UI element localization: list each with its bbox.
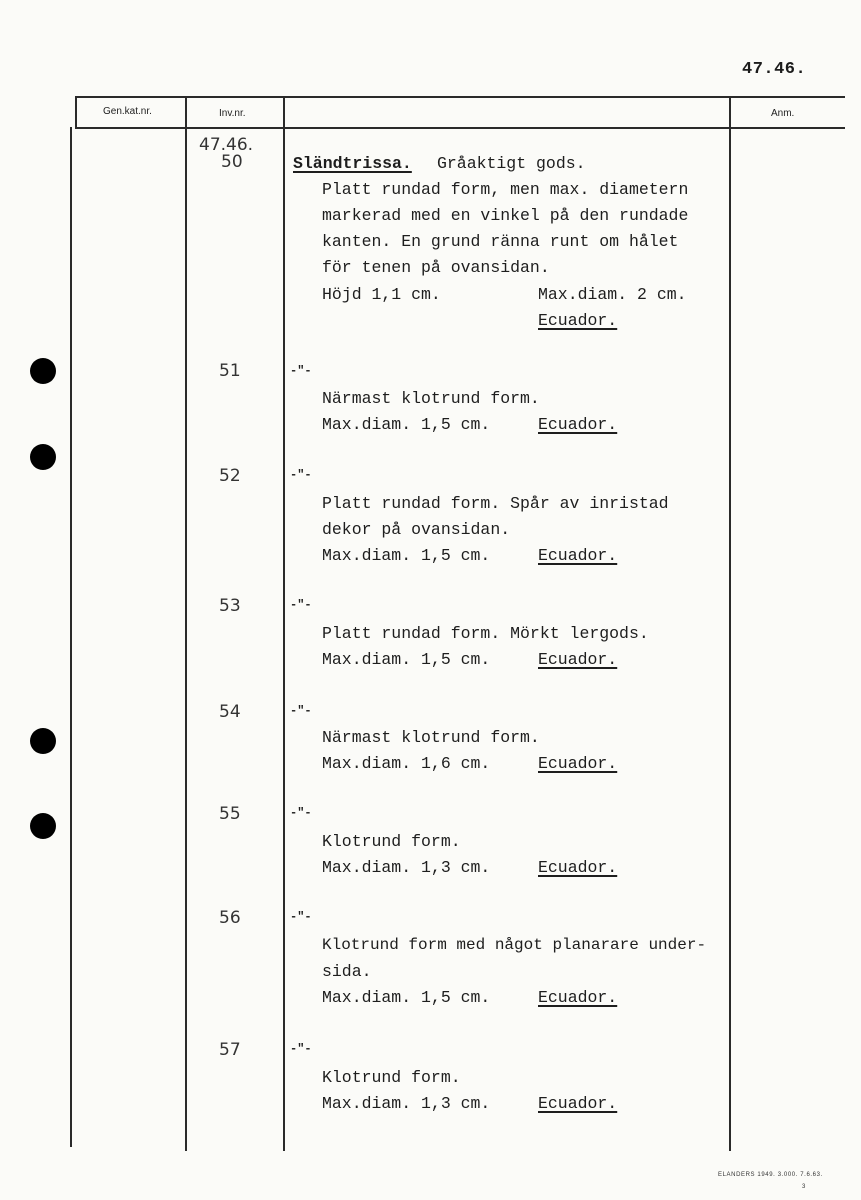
entry-text-line: Max.diam. 1,6 cm. xyxy=(322,754,491,773)
punch-hole xyxy=(30,728,56,754)
entry-location: Ecuador. xyxy=(538,546,618,565)
entry-text-line: markerad med en vinkel på den rundade xyxy=(322,206,689,225)
entry-text-line: Max.diam. 1,5 cm. xyxy=(322,546,491,565)
group-number: 47.46. xyxy=(199,135,254,155)
entry-number: 54 xyxy=(219,702,241,722)
column-divider xyxy=(75,96,77,128)
printer-mark-small: 3 xyxy=(802,1184,806,1190)
entry-number: 53 xyxy=(219,596,241,616)
punch-hole xyxy=(30,813,56,839)
entry-text-line: Platt rundad form. Spår av inristad xyxy=(322,494,669,513)
column-divider xyxy=(283,96,285,1151)
ditto-mark: -"- xyxy=(290,598,312,612)
ditto-mark: -"- xyxy=(290,468,312,482)
entry-text-line: Max.diam. 1,5 cm. xyxy=(322,650,491,669)
printer-mark: ELANDERS 1949. 3.000. 7.6.63. xyxy=(718,1172,823,1178)
ditto-mark: -"- xyxy=(290,806,312,820)
entry-number: 50 xyxy=(221,152,243,172)
column-header-anm: Anm. xyxy=(771,108,795,119)
column-header-inv: Inv.nr. xyxy=(219,108,246,119)
entry-location: Ecuador. xyxy=(538,858,618,877)
entry-text-line: Max.diam. 1,5 cm. xyxy=(322,988,491,1007)
entry-text-line: Gråaktigt gods. xyxy=(437,154,586,173)
entry-text-line: Platt rundad form, men max. diametern xyxy=(322,180,689,199)
entry-text-line: kanten. En grund ränna runt om hålet xyxy=(322,232,679,251)
entry-location: Ecuador. xyxy=(538,1094,618,1113)
entry-number: 51 xyxy=(219,361,241,381)
entry-number: 55 xyxy=(219,804,241,824)
ditto-mark: -"- xyxy=(290,364,312,378)
entry-text-line: Max.diam. 1,3 cm. xyxy=(322,1094,491,1113)
ditto-mark: -"- xyxy=(290,910,312,924)
entry-text-line: Klotrund form. xyxy=(322,1068,461,1087)
column-header-gen-kat: Gen.kat.nr. xyxy=(103,106,152,117)
punch-hole xyxy=(30,444,56,470)
entry-text-line: Max.diam. 1,5 cm. xyxy=(322,415,491,434)
entry-location: Ecuador. xyxy=(538,415,618,434)
column-divider xyxy=(729,96,731,1151)
entry-text-line: Platt rundad form. Mörkt lergods. xyxy=(322,624,649,643)
column-divider xyxy=(70,127,72,1147)
ditto-mark: -"- xyxy=(290,1042,312,1056)
entry-text-line: Närmast klotrund form. xyxy=(322,728,540,747)
entry-location: Ecuador. xyxy=(538,988,618,1007)
punch-hole xyxy=(30,358,56,384)
entry-text-line: dekor på ovansidan. xyxy=(322,520,511,539)
entry-location: Ecuador. xyxy=(538,650,618,669)
entry-text-line: Klotrund form med något planarare under- xyxy=(322,936,707,954)
entry-text-line: sida. xyxy=(322,962,372,981)
ditto-mark: -"- xyxy=(290,704,312,718)
entry-number: 56 xyxy=(219,908,241,928)
entry-text-line: Max.diam. 2 cm. xyxy=(538,285,687,304)
entry-text-line: Höjd 1,1 cm. xyxy=(322,285,441,304)
entry-location: Ecuador. xyxy=(538,754,618,773)
entry-text-line: för tenen på ovansidan. xyxy=(322,258,550,277)
entry-location: Ecuador. xyxy=(538,311,618,330)
entry-text-line: Max.diam. 1,3 cm. xyxy=(322,858,491,877)
entry-text-line: Klotrund form. xyxy=(322,832,461,851)
entry-title: Sländtrissa. xyxy=(293,154,412,173)
entry-number: 52 xyxy=(219,466,241,486)
entry-number: 57 xyxy=(219,1040,241,1060)
entry-text-line: Närmast klotrund form. xyxy=(322,389,540,408)
column-divider xyxy=(185,96,187,1151)
page-number: 47.46. xyxy=(742,60,807,79)
